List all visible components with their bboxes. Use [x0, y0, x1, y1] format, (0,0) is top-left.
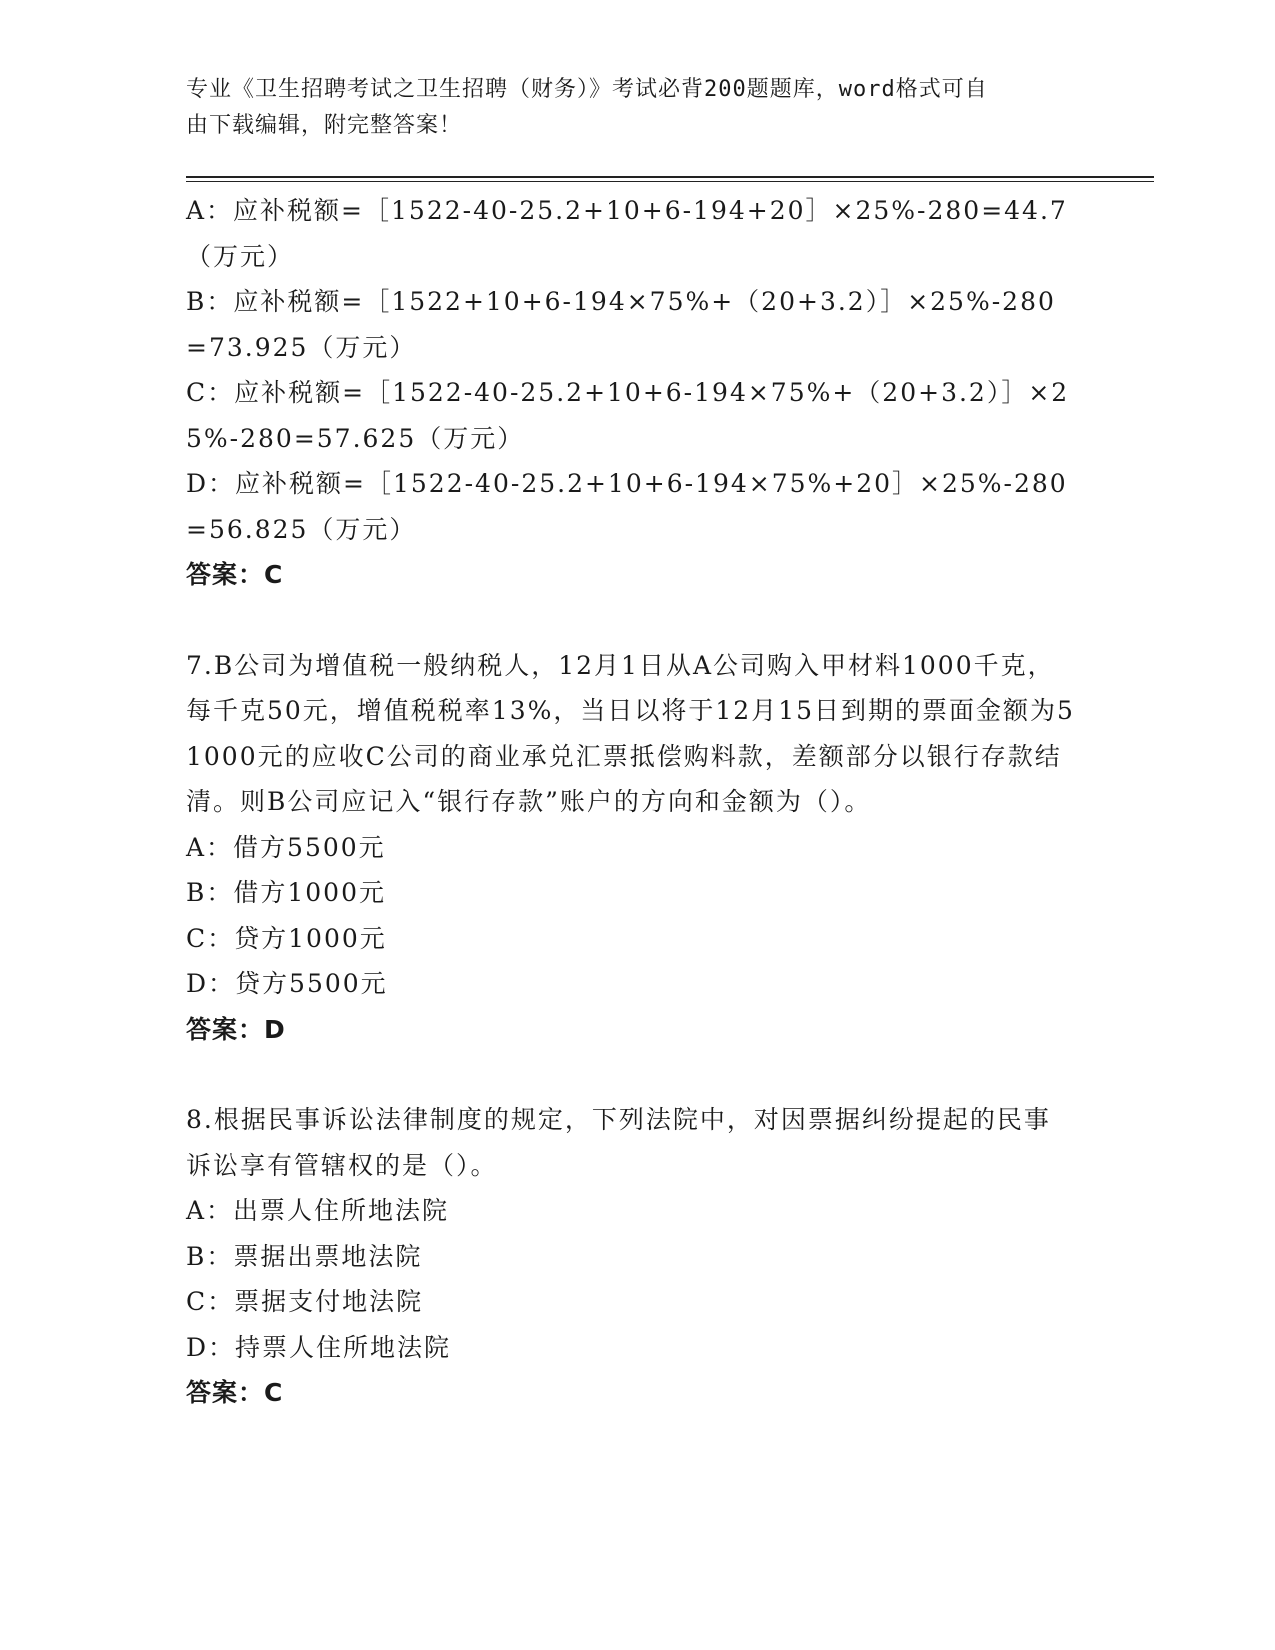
question-content	[186, 188, 1076, 1416]
question-7	[186, 643, 1076, 1053]
option-d: D：贷方5500元	[186, 969, 388, 998]
section-spacer	[186, 598, 1076, 643]
section-spacer	[186, 1052, 1076, 1097]
option-d: D：持票人住所地法院	[186, 1332, 452, 1362]
option-b: B：借方1000元	[186, 878, 386, 907]
option-b: B：应补税额=［1522+10+6-194×75%+（20+3.2）］×25%-280=73.925（万元）	[186, 287, 1056, 362]
header-divider-thick	[186, 176, 1154, 178]
option-a: A：借方5500元	[186, 832, 386, 862]
option-d: D：应补税额=［1522-40-25.2+10+6-194×75%+20］×25%-280=56.825（万元）	[186, 469, 1068, 544]
answer: 答案：C	[186, 1378, 284, 1407]
answer: 答案：C	[186, 560, 284, 589]
option-a: A：出票人住所地法院	[186, 1196, 450, 1225]
option-c: C：票据支付地法院	[186, 1287, 424, 1316]
document-header	[186, 72, 1076, 144]
question-stem: 7.B公司为增值税一般纳税人，12月1日从A公司购入甲材料1000千克，每千克50元，增值税税率13%，当日以将于12月15日到期的票面金额为51000元的应收C公司的商业承兑汇票抵偿购料款，差额部分以银行存款结清。则B公司应记入“银行存款”账户的方向和金额为（）。	[186, 650, 1075, 816]
question-6-options	[186, 188, 1076, 598]
question-stem: 8.根据民事诉讼法律制度的规定，下列法院中，对因票据纠纷提起的民事诉讼享有管辖权的是（）。	[186, 1105, 1051, 1180]
question-8	[186, 1097, 1076, 1416]
header-title-line-2: 由下载编辑，附完整答案！	[186, 113, 463, 138]
option-c: C：应补税额=［1522-40-25.2+10+6-194×75%+（20+3.2）］×25%-280=57.625（万元）	[186, 378, 1070, 453]
answer: 答案：D	[186, 1014, 286, 1044]
option-a: A：应补税额=［1522-40-25.2+10+6-194+20］×25%-280=44.7（万元）	[186, 196, 1068, 271]
header-title-line-1: 专业《卫生招聘考试之卫生招聘（财务）》考试必背200题题库，word格式可自	[186, 77, 988, 102]
option-c: C：贷方1000元	[186, 923, 387, 953]
header-divider-thin	[186, 181, 1154, 182]
option-b: B：票据出票地法院	[186, 1241, 423, 1271]
